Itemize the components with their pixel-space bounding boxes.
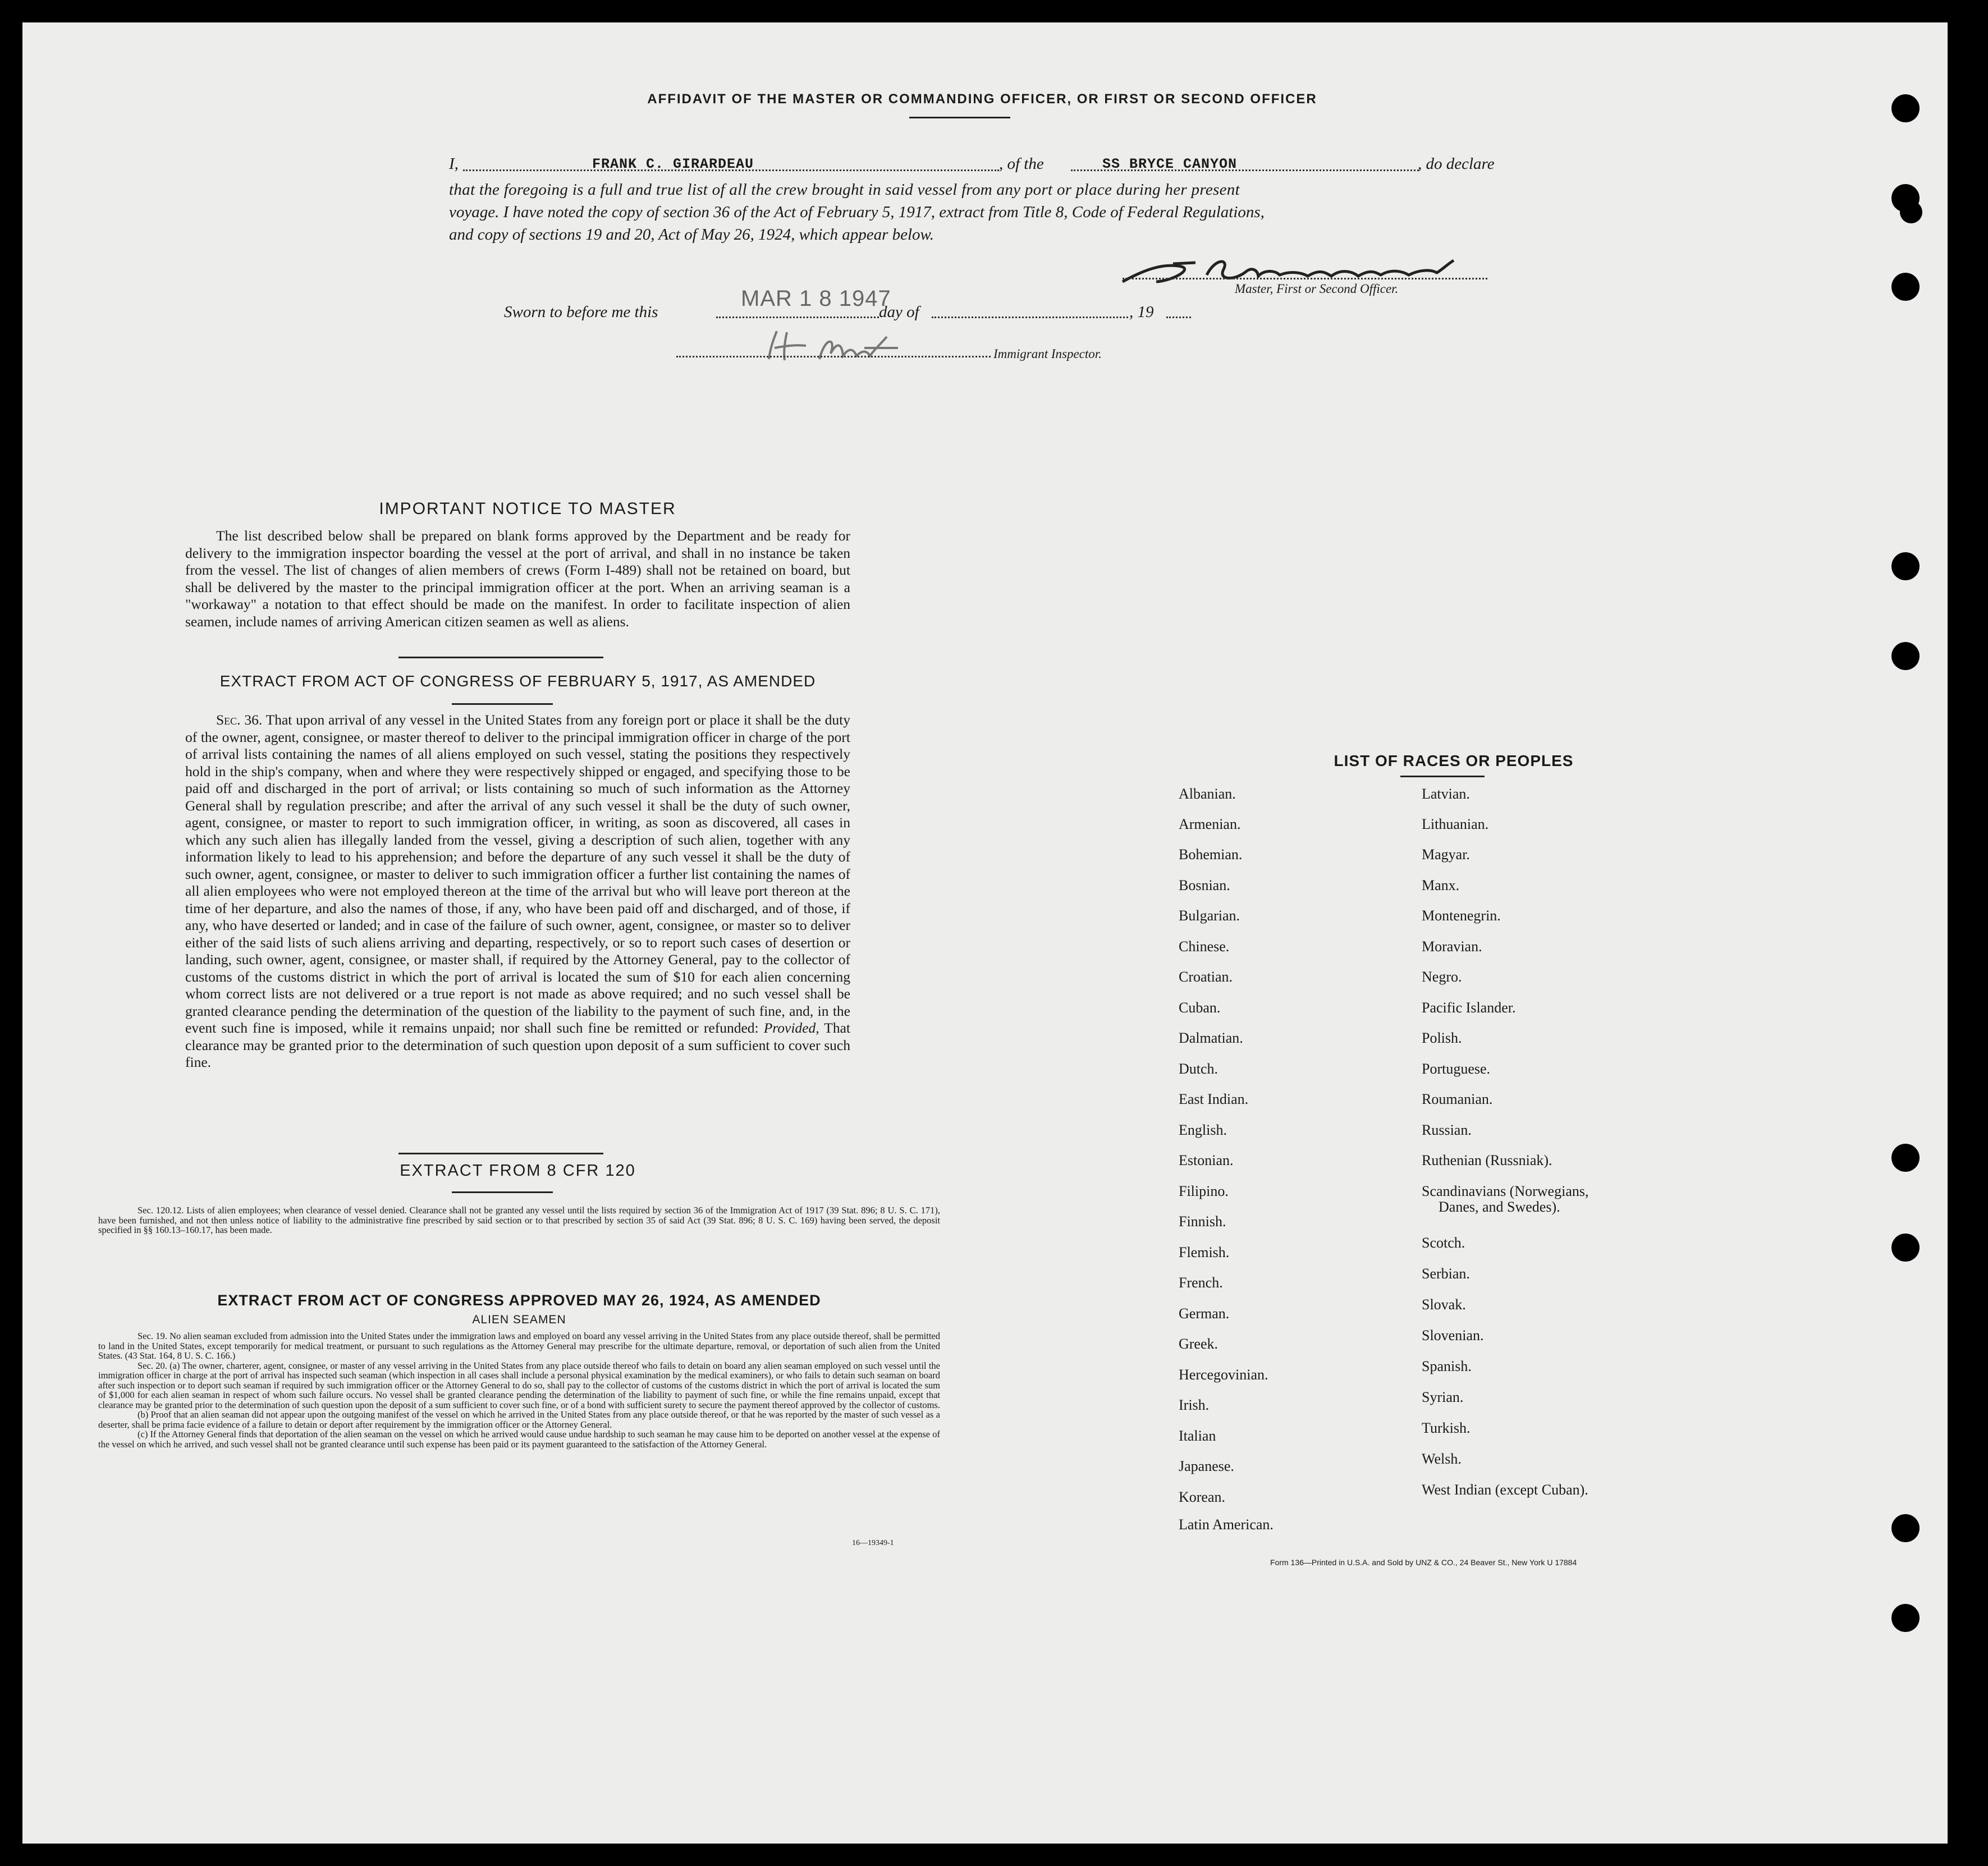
day-of-text: day of <box>879 303 919 321</box>
race-item: Bulgarian. <box>1179 907 1240 924</box>
inspector-role: Immigrant Inspector. <box>993 347 1102 361</box>
race-item: Irish. <box>1179 1397 1210 1413</box>
binder-hole <box>1891 273 1920 301</box>
race-item: Bosnian. <box>1179 877 1230 893</box>
race-item: Syrian. <box>1422 1389 1464 1405</box>
affidavit-i: I, <box>449 155 459 173</box>
race-item: East Indian. <box>1179 1091 1249 1107</box>
race-item: Greek. <box>1179 1336 1219 1352</box>
race-item: Slovenian. <box>1422 1327 1484 1344</box>
race-item: Turkish. <box>1422 1420 1471 1436</box>
cfr-title: EXTRACT FROM 8 CFR 120 <box>400 1162 636 1180</box>
of-the-text: , of the <box>999 155 1044 173</box>
race-item: Dalmatian. <box>1179 1030 1243 1046</box>
notice-divider <box>398 657 603 658</box>
race-item: Welsh. <box>1422 1451 1462 1467</box>
race-item: Korean. <box>1179 1489 1226 1505</box>
month-line <box>932 317 1128 318</box>
races-divider <box>1400 776 1485 777</box>
document-page <box>22 22 1948 1844</box>
title-divider <box>909 117 1010 118</box>
race-item: Croatian. <box>1179 969 1233 985</box>
provided-word: Provided, <box>763 1020 819 1036</box>
vessel-name: SS BRYCE CANYON <box>1102 156 1238 172</box>
sec-36-body: That upon arrival of any vessel in the United States from any foreign port or place it shall be the duty of the owner, agent, consignee, or master thereof to deliver to the principal immigration officer in charge of the port of arrival lists containing the names of all aliens employed on such vessel, stating the positions they respectively hold in the ship's company, when and where they were respectively shipped or engaged, and specifying those to be paid off and discharged in the port of arrival; or lists containing so much of such information as the Attorney General shall by regulation prescribe; and after the arrival of any such vessel it shall be the duty of such owner, agent, consignee, or master to report to such immigration officer, in writing, as soon as discovered, all cases in which any such alien has illegally landed from the vessel, giving a description of such alien, together with any information likely to lead to his apprehension; and before the departure of any such vessel it shall be the duty of such owner, agent, consignee, or master to deliver to such immigration officer a further list containing the names of all alien employees who were not employed thereon at the time of the arrival but who will leave port thereon at the time of her departure, and also the names of those, if any, who have been paid off and discharged, and of those, if any, who have deserted or landed; and in case of the failure of such owner, agent, consignee, or master so to deliver either of the said lists of such aliens arriving and departing, respectively, or so to report such cases of desertion or landing, such owner, agent, consignee, or master shall, if required by the Attorney General, pay to the collector of customs of the customs district in which the port of arrival is located the sum of $10 for each alien concerning whom correct lists are not delivered or a true report is not made as above required; and no such vessel shall be granted clearance pending the determination of the question of the liability to the payment of such fine, and, in the event such fine is imposed, while it remains unpaid; nor shall such fine be remitted or refunded: <box>185 712 851 1036</box>
sworn-text: Sworn to before me this <box>504 303 658 321</box>
race-item: Magyar. <box>1422 846 1470 863</box>
race-item: Lithuanian. <box>1422 816 1489 832</box>
master-name: FRANK C. GIRARDEAU <box>592 156 754 172</box>
race-item: Scandinavians (Norwegians, <box>1422 1183 1589 1199</box>
race-item: Montenegrin. <box>1422 907 1501 924</box>
race-item: English. <box>1179 1122 1227 1138</box>
race-item: Latin American. <box>1179 1516 1274 1533</box>
sec-36-label: Sec. 36. <box>216 712 263 728</box>
race-item: West Indian (except Cuban). <box>1422 1482 1588 1498</box>
race-item: Ruthenian (Russniak). <box>1422 1152 1552 1168</box>
inspector-line <box>676 356 991 357</box>
race-item: Polish. <box>1422 1030 1462 1046</box>
do-declare-text: , do declare <box>1418 155 1495 173</box>
printer-footer: Form 136—Printed in U.S.A. and Sold by UNZ & CO., 24 Beaver St., New York U 17884 <box>1270 1558 1577 1567</box>
binder-hole <box>1891 642 1920 670</box>
sec-20b-text: (b) Proof that an alien seaman did not appear upon the outgoing manifest of the vessel on which he arrived in the United States from any place outside thereof, or that he was reported by the master of such vessel as a deserter, shall be prima facie evidence of a failure to detain or deport after requirement by the immigration officer or the Attorney General. <box>98 1409 940 1430</box>
race-item: Manx. <box>1422 877 1460 893</box>
sec-20c-text: (c) If the Attorney General finds that deportation of the alien seaman on the vessel on which he arrived would cause undue hardship to such seaman he may cause him to be deported on another vessel at the expense of the vessel on which he arrived, and such vessel shall not be granted clearance until such expense has been paid or its payment guaranteed to the satisfaction of the Attorney General. <box>98 1429 940 1450</box>
binder-hole <box>1891 94 1920 122</box>
act-1924-title: EXTRACT FROM ACT OF CONGRESS APPROVED MAY 26, 1924, AS AMENDED <box>217 1292 821 1309</box>
race-item: Pacific Islander. <box>1422 1000 1516 1016</box>
affidavit-line-2: that the foregoing is a full and true list of all the crew brought in said vessel from any port or place during her present <box>449 181 1240 199</box>
race-item: Moravian. <box>1422 938 1482 955</box>
notice-title: IMPORTANT NOTICE TO MASTER <box>379 499 676 518</box>
affidavit-line-4: and copy of sections 19 and 20, Act of May 26, 1924, which appear below. <box>449 226 934 244</box>
year-text: , 19 <box>1129 303 1154 321</box>
inspector-signature <box>752 325 920 365</box>
act-1924-subtitle: ALIEN SEAMEN <box>472 1313 566 1326</box>
sworn-date-line <box>716 317 879 318</box>
race-item: Cuban. <box>1179 1000 1221 1016</box>
race-item: Portuguese. <box>1422 1061 1491 1077</box>
sec-36-end: That clearance may be granted prior to the determination of such question upon deposit of a sum sufficient to cover such fine. <box>185 1020 851 1070</box>
binder-hole <box>1891 1514 1920 1542</box>
year-line <box>1166 317 1191 318</box>
race-item: Filipino. <box>1179 1183 1229 1199</box>
race-item: Roumanian. <box>1422 1091 1493 1107</box>
race-item: Russian. <box>1422 1122 1472 1138</box>
extract-1917-divider <box>452 703 553 705</box>
extract-1917-text <box>185 712 850 1071</box>
act-1924-body <box>98 1331 940 1449</box>
race-item: Armenian. <box>1179 816 1241 832</box>
binder-hole <box>1891 552 1920 580</box>
race-item: Spanish. <box>1422 1358 1472 1374</box>
race-item: Latvian. <box>1422 786 1470 802</box>
signature-line <box>1123 278 1487 279</box>
affidavit-line-3: voyage. I have noted the copy of section 36 of the Act of February 5, 1917, extract from Title 8, Code of Federal Regulations, <box>449 203 1265 221</box>
race-item: French. <box>1179 1274 1223 1291</box>
race-item: Serbian. <box>1422 1266 1470 1282</box>
race-item: Flemish. <box>1179 1244 1230 1260</box>
binder-hole <box>1891 1604 1920 1632</box>
race-item: Danes, and Swedes). <box>1439 1199 1560 1215</box>
extract-1917-end-divider <box>398 1153 603 1154</box>
notice-text: The list described below shall be prepared on blank forms approved by the Department and be ready for delivery to the immigration inspector boarding the vessel at the port of arrival, and shall in no instance be taken from the vessel. The list of changes of alien members of crews (Form I-489) shall not be retained on board, but shall be delivered by the master to the principal immigration officer at the port. When an arriving seaman is a "workaway" a notation to that effect should be made on the manifest. In order to facilitate inspection of alien seamen, include names of arriving American citizen seamen as well as aliens. <box>185 528 850 630</box>
races-title: LIST OF RACES OR PEOPLES <box>1334 752 1574 769</box>
race-item: Finnish. <box>1179 1213 1226 1230</box>
race-item: Scotch. <box>1422 1235 1465 1251</box>
race-item: Chinese. <box>1179 938 1230 955</box>
race-item: Italian <box>1179 1428 1216 1444</box>
race-item: Japanese. <box>1179 1458 1234 1474</box>
race-item: Slovak. <box>1422 1296 1466 1313</box>
race-item: Albanian. <box>1179 786 1236 802</box>
binder-hole <box>1891 1144 1920 1172</box>
race-item: German. <box>1179 1305 1230 1322</box>
sworn-date-stamp: MAR 1 8 1947 <box>741 286 891 311</box>
form-code: 16—19349-1 <box>852 1539 894 1547</box>
cfr-divider <box>452 1191 553 1193</box>
affidavit-title: AFFIDAVIT OF THE MASTER OR COMMANDING OFFICER, OR FIRST OR SECOND OFFICER <box>647 91 1317 107</box>
race-item: Estonian. <box>1179 1152 1234 1168</box>
cfr-text: Sec. 120.12. Lists of alien employees; when clearance of vessel denied. Clearance shall not be granted any vessel until the lists required by section 36 of the Immigration Act of 1917 (39 Stat. 896; 8 U. S. C. 171), have been furnished, and not then unless notice of liability to the administrative fine prescribed by said section or to that prescribed by section 35 of said Act (39 Stat. 896; 8 U. S. C. 169) having been served, the deposit specified in §§ 160.13–160.17, has been made. <box>98 1205 940 1235</box>
race-item: Hercegovinian. <box>1179 1367 1268 1383</box>
race-item: Dutch. <box>1179 1061 1219 1077</box>
binder-hole <box>1900 201 1922 223</box>
binder-hole <box>1891 1234 1920 1262</box>
sec-20a-text: Sec. 20. (a) The owner, charterer, agent, consignee, or master of any vessel arriving in the United States from any place outside thereof who fails to detain on board any alien seaman employed on such vessel until the immigration officer in charge at the port of arrival has inspected such seaman (which inspection in all cases shall include a personal physical examination by the medical examiners), or who fails to detain such seaman on board after such inspection or to deport such seaman if required by such immigration officer or the Attorney General to do so, shall pay to the collector of customs of the customs district in which the port of arrival is located the sum of $1,000 for each alien seaman in respect of whom such failure occurs. No vessel shall be granted clearance pending the determination of the liability to payment of such fine, or while the fine remains unpaid, except that clearance may be granted prior to the determination of such question upon the deposit of a sum sufficient to cover such fine, or of a bond with sufficient surety to secure the payment thereof approved by the collector of customs. <box>98 1360 940 1410</box>
signature-role: Master, First or Second Officer. <box>1235 282 1399 296</box>
race-item: Bohemian. <box>1179 846 1243 863</box>
race-item: Negro. <box>1422 969 1462 985</box>
extract-1917-title: EXTRACT FROM ACT OF CONGRESS OF FEBRUARY 5, 1917, AS AMENDED <box>219 672 816 690</box>
sec-19-text: Sec. 19. No alien seaman excluded from admission into the United States under the immigration laws and employed on board any vessel arriving in the United States from any place outside thereof, shall be permitted to land in the United States, except temporarily for medical treatment, or pursuant to such regulations as the Attorney General may prescribe for the ultimate departure, removal, or deportation of such alien from the United States. (43 Stat. 164, 8 U. S. C. 166.) <box>98 1331 940 1361</box>
